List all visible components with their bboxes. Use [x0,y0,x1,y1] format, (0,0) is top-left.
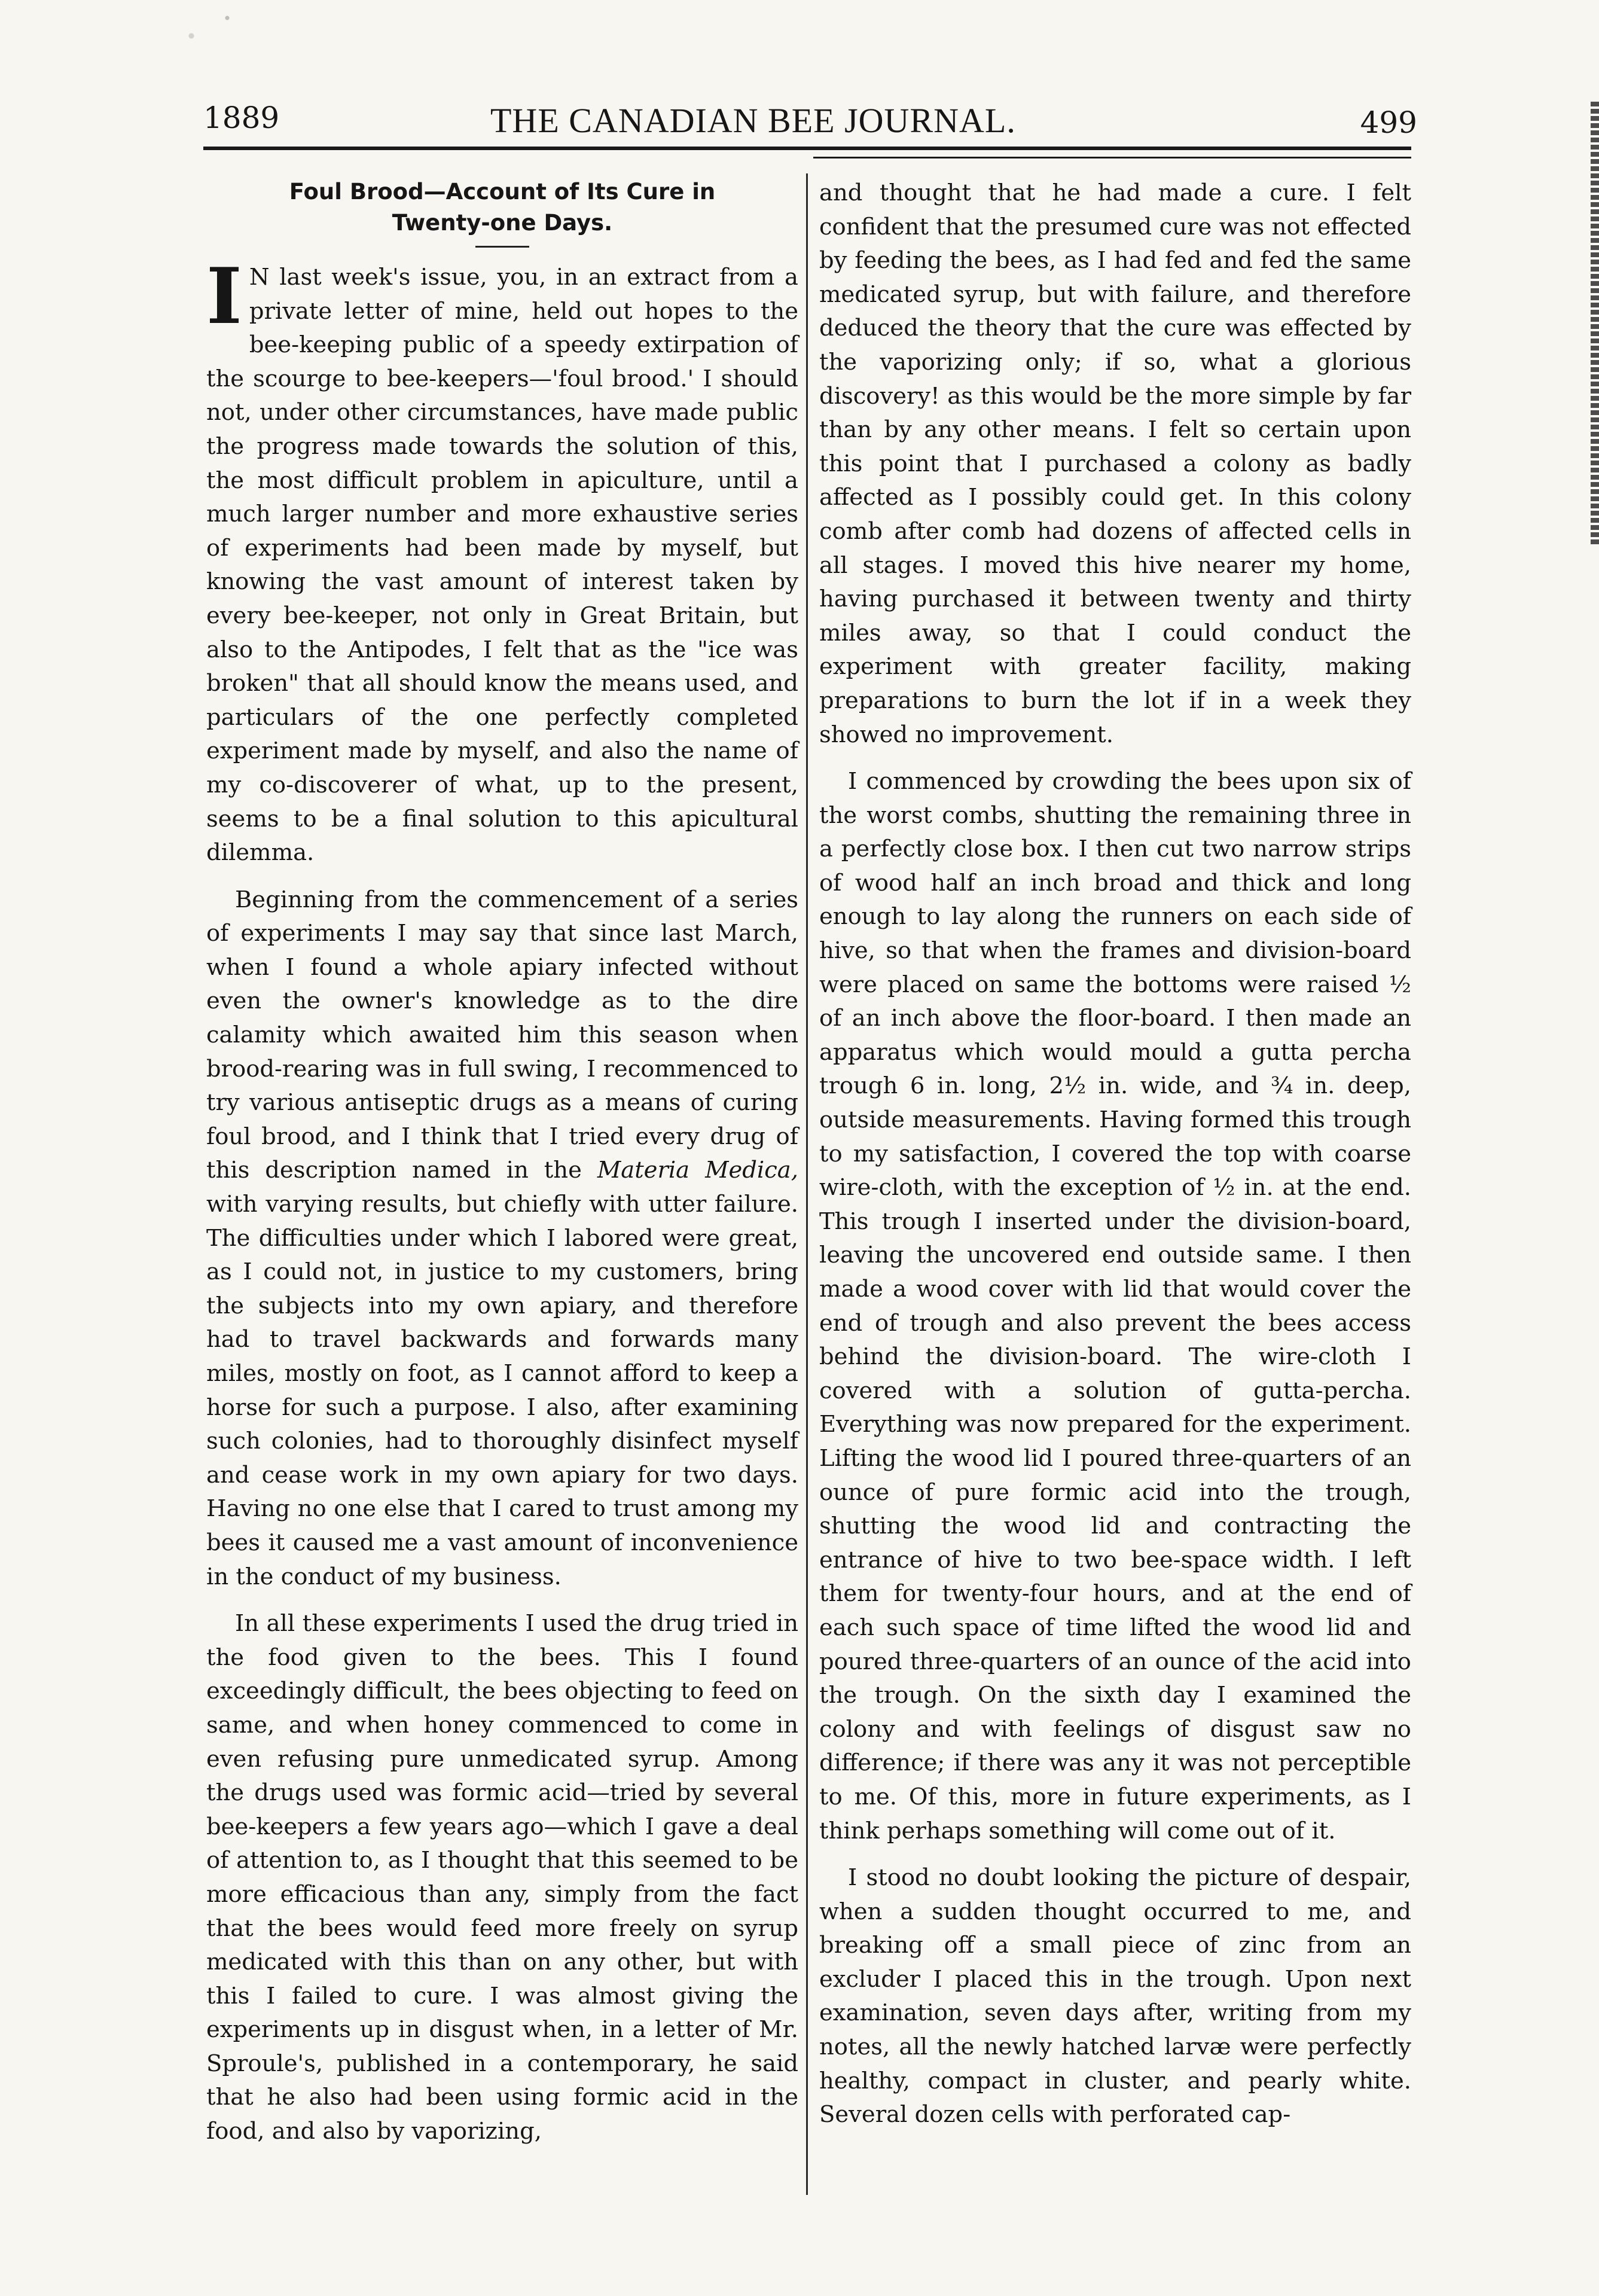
paragraph: and thought that he had made a cure. I felt confident that the presumed cure was not effected by feeding the bees, as I had fed and fed the same medicated syrup, but with failure, and therefore deduced the theory that the cure was effected by the vaporizing only; if so, what a glorious discovery! as this would be the more simple by far than by any other means. I felt so certain upon this point that I purchased a colony as badly affected as I possibly could get. In this colony comb after comb had dozens of affected cells in all stages. I moved this hive nearer my home, having purchased it between twenty and thirty miles away, so that I could conduct the experiment with greater facility, making preparations to burn the lot if in a week they showed no improvement. [819,179,1411,748]
italic-title: Materia Medica, [597,1157,798,1184]
article-title [206,176,798,239]
journal-title: THE CANADIAN BEE JOURNAL. [490,101,1016,140]
paragraph: In all these experiments I used the drug tried in the food given to the bees. This I found exceedingly difficult, the bees objecting to feed on same, and when honey commenced to come in even refusing pure unmedicated syrup. Among the drugs used was formic acid—tried by several bee-keepers a few years ago—which I gave a deal of attention to, as I thought that this seemed to be more efficacious than any, simply from the fact that the bees would feed more freely on syrup medicated with this than on any other, but with this I failed to cure. I was almost giving the experiments up in disgust when, in a letter of Mr. Sproule's, published in a contemporary, he said that he also had been using formic acid in the food, and also by vaporizing, [206,1610,798,2145]
article-title-line1: Foul Brood—Account of Its Cure in [289,179,716,205]
paragraph-text: N last week's issue, you, in an extract from a private letter of mine, held out hopes to the bee-keeping public of a speedy extirpation of the scourge to bee-keepers—'foul brood.' I should not, under other circumstances, have made public the progress made towards the solution of this, the most difficult problem in apiculture, until a much larger number and more exhaustive series of experiments had been made by myself, but knowing the vast amount of interest taken by every bee-keeper, not only in Great Britain, but also to the Antipodes, I felt that as the "ice was broken" that all should know the means used, and particulars of the one perfectly completed experiment made by myself, and also the name of my co-discoverer of what, up to the present, seems to be a final solution to this apicultural dilemma. [206,264,798,867]
right-column [819,176,1411,2145]
paragraph-text: Beginning from the commencement of a series of experiments I may say that since last March, when I found a whole apiary infected without even the owner's knowledge as to the dire calamity which awaited him this season when brood-rearing was in full swing, I recommenced to try various antiseptic drugs as a means of curing foul brood, and I think that I tried every drug of this description named in the [206,886,798,1184]
paragraph: I commenced by crowding the bees upon six of the worst combs, shutting the remaining three in a perfectly close box. I then cut two narrow strips of wood half an inch broad and thick and long enough to lay along the runners on each side of hive, so that when the frames and division-board were placed on same the bottoms were raised ½ of an inch above the floor-board. I then made an apparatus which would mould a gutta percha trough 6 in. long, 2½ in. wide, and ¾ in. deep, outside measurements. Having formed this trough to my satisfaction, I covered the top with coarse wire-cloth, with the exception of ½ in. at the end. This trough I inserted under the division-board, leaving the uncovered end outside same. I then made a wood cover with lid that would cover the end of trough and also prevent the bees access behind the division-board. The wire-cloth I covered with a solution of gutta-percha. Everything was now prepared for the experiment. Lifting the wood lid I poured three-quarters of an ounce of pure formic acid into the trough, shutting the wood lid and contracting the entrance of hive to two bee-space width. I left them for twenty-four hours, and at the end of each such space of time lifted the wood lid and poured three-quarters of an ounce of the acid into the trough. On the sixth day I examined the colony and with feelings of disgust saw no difference; if there was any it was not perceptible to me. Of this, more in future experiments, as I think perhaps something will come out of it. [819,768,1411,1844]
scan-artifact [155,0,275,90]
header-rule [203,147,1411,150]
header-rule-secondary [813,157,1411,158]
scan-edge-artifact [1591,102,1599,544]
title-rule [475,246,529,248]
drop-cap: I [206,252,242,341]
page-number: 499 [1360,105,1417,140]
running-header [203,90,1417,144]
left-column [206,176,798,2162]
paragraph-text: with varying results, but chiefly with utter failure. The difficulties under which I labored were great, as I could not, in justice to my customers, bring the subjects into my own apiary, and therefore had to travel backwards and forwards many miles, mostly on foot, as I cannot afford to keep a horse for such a purpose. I also, after examining such colonies, had to thoroughly disinfect myself and cease work in my own apiary for two days. Having no one else that I cared to trust among my bees it caused me a vast amount of inconvenience in the conduct of my business. [206,1191,798,1590]
column-divider [806,173,808,2195]
paragraph [206,883,798,1594]
paragraph [206,252,798,870]
header-year: 1889 [203,100,280,135]
paragraph: I stood no doubt looking the picture of despair, when a sudden thought occurred to me, and breaking off a small piece of zinc from an excluder I placed this in the trough. Upon next examination, seven days after, writing from my notes, all the newly hatched larvæ were perfectly healthy, compact in cluster, and pearly white. Several dozen cells with perforated cap- [819,1864,1411,2129]
article-title-line2: Twenty-one Days. [392,210,613,236]
